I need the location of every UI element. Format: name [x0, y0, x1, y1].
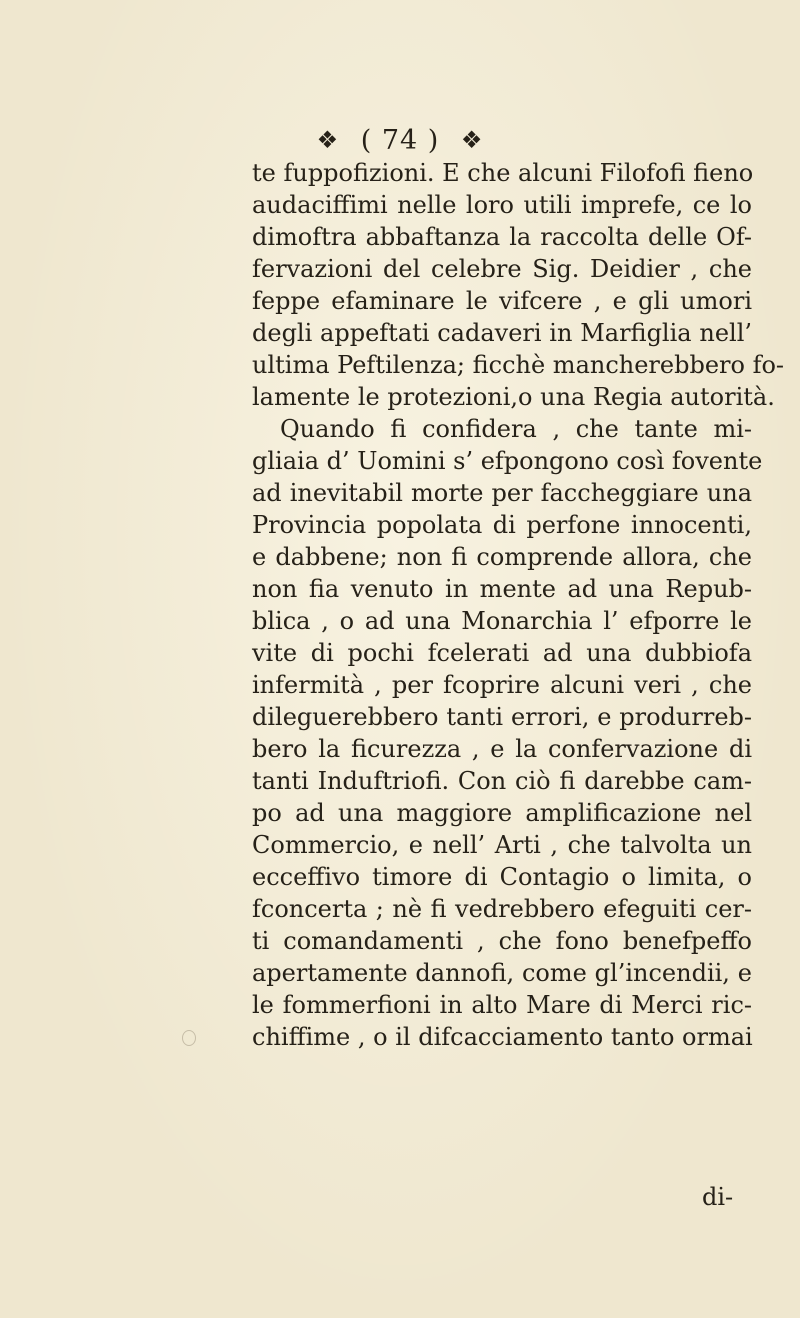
text-line: bero la ficurezza , e la confervazione di	[252, 735, 752, 763]
body-text	[252, 157, 785, 1053]
page-number: ( 74 )	[360, 125, 440, 156]
text-line: te fuppofizioni. E che alcuni Filofofi fieno	[252, 159, 754, 187]
text-line: le fommerfioni in alto Mare di Merci ric-	[252, 991, 752, 1019]
text-line: e dabbene; non fi comprende allora, che	[252, 543, 752, 571]
text-line: gliaia d’ Uomini s’ efpongono così fovente	[252, 447, 763, 475]
text-line: tanti Induftriofi. Con ciò fi darebbe cam-	[252, 767, 752, 795]
text-line: degli appeftati cadaveri in Marfiglia nell’	[252, 319, 752, 347]
text-line: blica , o ad una Monarchia l’ efporre le	[252, 607, 752, 635]
catchword: di-	[702, 1183, 734, 1211]
text-line: ti comandamenti , che fono benefpeffo	[252, 927, 752, 955]
text-line: ecceffivo timore di Contagio o limita, o	[252, 863, 752, 891]
text-line: Provincia popolata di perfone innocenti,	[252, 511, 752, 539]
text-line: ultima Peftilenza; ficchè mancherebbero fo-	[252, 351, 785, 379]
text-line: dileguerebbero tanti errori, e produrreb-	[252, 703, 752, 731]
text-line: vite di pochi fcelerati ad una dubbiofa	[252, 639, 752, 667]
text-line: ad inevitabil morte per faccheggiare una	[252, 479, 752, 507]
text-line: non fia venuto in mente ad una Repub-	[252, 575, 752, 603]
text-line: po ad una maggiore amplificazione nel	[252, 799, 752, 827]
margin-stain	[182, 1030, 196, 1046]
ornament-left-icon: ❖	[316, 125, 340, 154]
text-line: Quando fi confidera , che tante mi-	[280, 415, 752, 443]
text-line: apertamente dannofi, come gl’incendii, e	[252, 959, 752, 987]
text-line: Commercio, e nell’ Arti , che talvolta un	[252, 831, 752, 859]
text-line: infermità , per fcoprire alcuni veri , che	[252, 671, 752, 699]
text-line: chiffime , o il difcacciamento tanto ormai	[252, 1023, 753, 1051]
text-line: dimoftra abbaftanza la raccolta delle Of-	[252, 223, 752, 251]
ornament-right-icon: ❖	[460, 125, 484, 154]
text-line: fconcerta ; nè fi vedrebbero efeguiti cer-	[252, 895, 752, 923]
text-line: feppe efaminare le vifcere , e gli umori	[252, 287, 752, 315]
text-line: audaciffimi nelle loro utili imprefe, ce lo	[252, 191, 752, 219]
text-line: lamente le protezioni,o una Regia autorità.	[252, 383, 775, 411]
text-line: fervazioni del celebre Sig. Deidier , che	[252, 255, 752, 283]
page-header	[0, 125, 800, 156]
